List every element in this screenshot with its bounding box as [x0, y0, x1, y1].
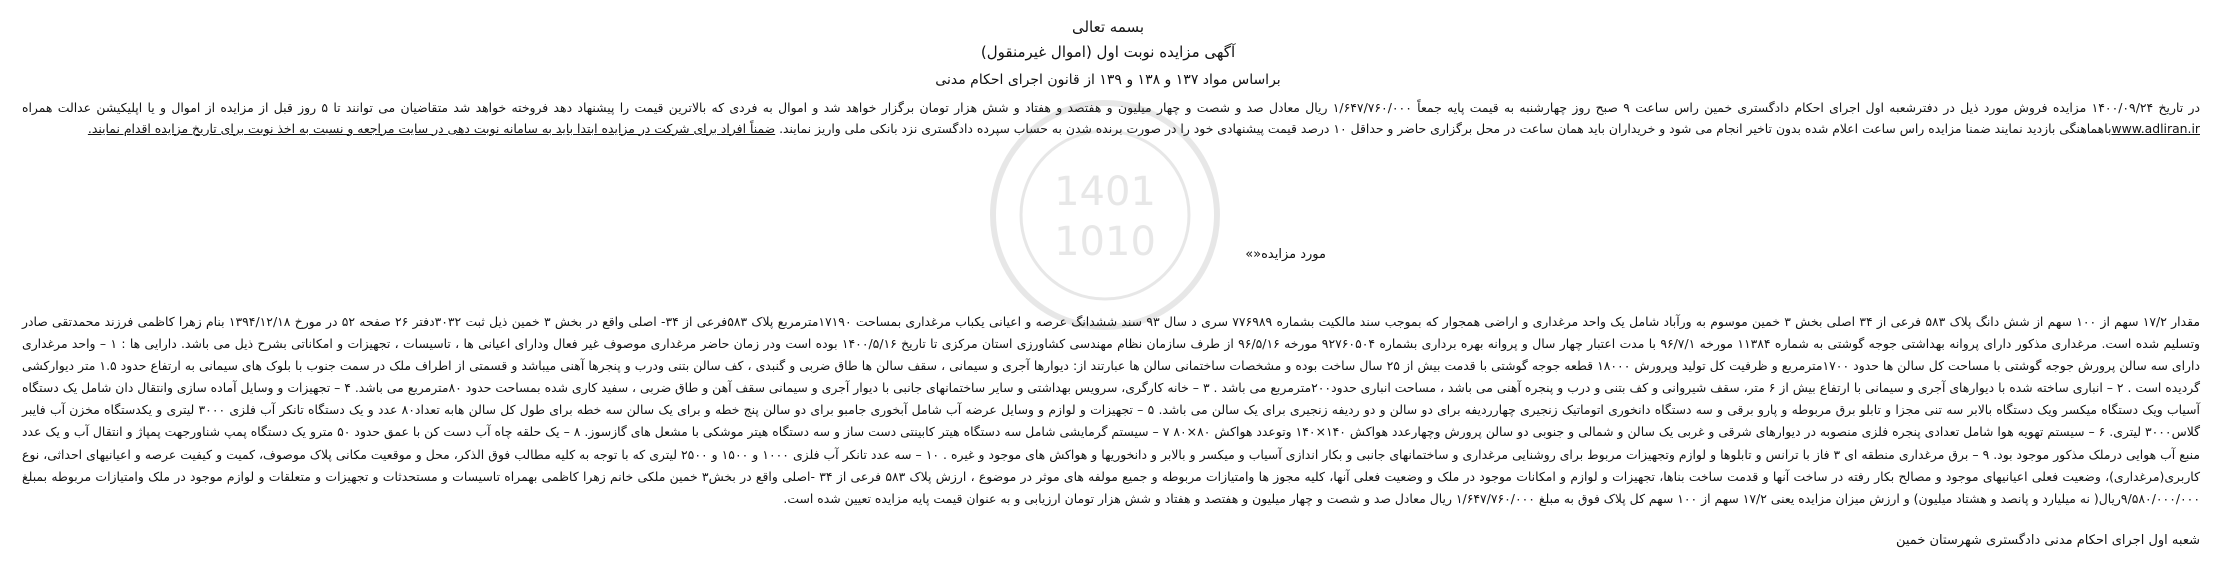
svg-text:1401: 1401	[1054, 169, 1156, 215]
adliran-website-link[interactable]: www.adliran.ir	[2111, 120, 2200, 136]
intro-text-part1: در تاریخ ۱۴۰۰/۰۹/۲۴ مزایده فروش مورد ذیل در دفترشعبه اول اجرای احکام دادگستری خمین راس ساعت ۹ صبح روز چهارشنبه به قیمت پایه جمعاً ۱/۶۴۷/۷۶۰/۰۰۰ ریال معادل صد و شصت و چهار میلیون و هفتصد و هفتاد و شش هزار تومان برگزار خواهد شد و اموال به فردی که بالاترین قیمت را پیشنهاد دهد فروخته خواهد شد متقاضیان می توانند تا ۵ روز قبل از مزایده از اموال و یا اپلیکیشن عدالت همراه	[22, 100, 2200, 115]
property-description: مقدار ۱۷/۲ سهم از ۱۰۰ سهم از شش دانگ پلاک ۵۸۳ فرعی از ۳۴ اصلی بخش ۳ خمین موسوم به ورآباد شامل یک واحد مرغداری و اراضی همجوار که بموجب سند مالکیت بشماره ۷۷۶۹۸۹ سری د سال ۹۳ سند ششدانگ عرصه و اعیانی یکباب مرغداری بمساحت ۱۷۱۹۰مترمربع پلاک ۵۸۳فرعی از ۳۴- اصلی واقع در بخش ۳ خمین ذیل ثبت ۳۰۳۲دفتر ۲۶ صفحه ۵۲ در مورخ ۱۳۹۴/۱۲/۱۸ بنام زهرا کاظمی فرزند محمدتقی صادر وتسلیم شده است. مرغداری مذکور دارای پروانه بهداشتی جوجه گوشتی به شماره ۱۱۳۸۴ مورخه ۹۶/۷/۱ با مدت اعتبار چهار سال و پروانه بهره برداری بشماره ۹۲۷۶۰۵۰۴ مورخه ۹۶/۵/۱۶ از طرف سازمان نظام مهندسی کشاورزی استان مرکزی تا تاریخ ۱۴۰۰/۵/۱۶ بوده است ودر زمان حاضر مرغداری موصوف غیر فعال ودارای اعیانی ها ، تاسیسات ، تجهیزات و امکاناتی بشرح ذیل می باشد. دارایی ها : ۱ – واحد مرغداری دارای سه سالن پرورش جوجه گوشتی با مساحت کل سالن ها حدود ۱۷۰۰مترمربع و ظرفیت کل تولید وپرورش ۱۸۰۰۰ قطعه جوجه گوشتی با قدمت بیش از ۲۵ سال ساخت بوده و مشخصات ساختمانی سالن ها عبارتند از: دیوارها آجری و سیمانی ، سقف سالن ها طاق ضربی و گنبدی ، کف سالن بتنی ودرب و پنجرها آهنی میباشد و قسمتی از اطراف ملک در سمت جنوب با بلوک های سیمانی به ارتفاع حدود ۱.۵ متر دیوارکشی گردیده است . ۲ – انباری ساخته شده با دیوارهای آجری و سیمانی با ارتفاع بیش از ۶ متر، سقف شیروانی و کف بتنی و درب و پنجره آهنی می باشد ، مساحت انباری حدود۲۰۰مترمربع می باشد . ۳ – خانه کارگری، سرویس بهداشتی و سایر ساختمانهای جانبی با دیوار آجری و سیمانی سقف آهن و طاق ضربی ، سفید کاری شده بمساحت حدود ۸۰مترمربع می باشد. ۴ – تجهیزات و وسایل آماده سازی وانتقال دان شامل یک دستگاه آسیاب ویک دستگاه میکسر ویک دستگاه بالابر سه تنی مجزا و تابلو برق مربوطه و پارو برقی و سه دستگاه دانخوری اتوماتیک زنجیری چهارردیفه برای دو سالن و دو ردیفه زنجیری برای یک سالن می باشد. ۵ – تجهیزات و لوازم و وسایل عرضه آب شامل آبخوری جامبو برای دو سالن پنج خطه و برای یک سالن سه خطه برای طول کل سالن هابه تعداد۸۰ عدد و یک دستگاه تانکر آب فلزی ۳۰۰۰ لیتری و یکدستگاه مخزن آب فایبر گلاس۳۰۰۰ لیتری. ۶ – سیستم تهویه هوا شامل تعدادی پنجره فلزی منصوبه در دیوارهای شرقی و غربی یک سالن و شمالی و جنوبی دو سالن پرورش وچهارعدد هواکش ۱۴۰×۱۴۰ وتوعدد هواکش ۸۰×۸۰ ۷ – سیستم گرمایشی شامل سه دستگاه هیتر کابینتی دست ساز و سه دستگاه هیتر موشکی با مشعل های گازسوز. ۸ – یک حلقه چاه آب دست کن با عمق حدود ۵۰ مترو یک دستگاه پمپ شناورجهت پمپاژ و انتقال آب و یک عدد منبع آب هوایی درملک مذکور موجود بود. ۹ – برق مرغداری منطقه ای ۳ فاز با ترانس و تابلوها و لوازم وتجهیزات مربوط برای روشنایی مرغداری و ساختمانهای جانبی و بکار اندازی آسیاب و میکسر و بالابر و دانخوریها و هواکش های موجود و غیره . ۱۰ – سه عدد تانکر آب فلزی ۱۰۰۰ و ۱۵۰۰ و ۲۵۰۰ لیتری که با توجه به کلیه مطالب فوق الذکر، محل و موقعیت مکانی پلاک موصوف، کمیت و کیفیت عرصه و اعیانیهای احداثی، نوع کاربری(مرغداری)، وضعیت فعلی اعیانیهای موجود و مصالح بکار رفته در ساخت آنها و قدمت ساخت بناها، تجهیزات و لوازم و امکانات موجود در ملک و وضعیت فعلی آنها، کلیه مجوز ها وامتیازات مربوطه و جمیع مولفه های موثر در موضوع ، ارزش پلاک ۵۸۳ فرعی از ۳۴ -اصلی واقع در بخش۳ خمین ملکی خانم زهرا کاظمی بهمراه تاسیسات و مستحدثات و تجهیزات و متعلقات و لوازم موجود در ملک وامتیازات مربوطه بمبلغ ۹/۵۸۰/۰۰۰/۰۰۰ریال( نه میلیارد و پانصد و هشتاد میلیون) و ارزش میزان مزایده یعنی ۱۷/۲ سهم از ۱۰۰ سهم کل پلاک فوق به مبلغ ۱/۶۴۷/۷۶۰/۰۰۰ ریال معادل صد و شصت و چهار میلیون و هفتصد و هفتاد و شش هزار تومان ارزیابی و به عنوان قیمت پایه مزایده تعیین شده است.	[22, 314, 2201, 506]
svg-text:1010: 1010	[1054, 219, 1156, 265]
notice-title: آگهی مزایده نوبت اول (اموال غیرمنقول)	[980, 43, 1236, 61]
auction-subject-label: مورد مزایده«»	[1245, 247, 1326, 262]
intro-text-part2: باهماهنگی بازدید نمایند ضمنا مزایده راس ساعت اعلام شده بدون تاخیر انجام می شود و خریداران باید همان ساعت در محل برگزاری حاضر و حداقل ۱۰ درصد قیمت پیشنهادی خود را در صورت برنده شدن به حساب سپرده دادگستری نزد بانکی ملی واریز نمایند.	[775, 120, 2112, 136]
legal-basis-line: براساس مواد ۱۳۷ و ۱۳۸ و ۱۳۹ از قانون اجرای احکام مدنی	[935, 72, 1281, 88]
intro-paragraph	[22, 98, 2200, 139]
issuing-office-signature: شعبه اول اجرای احکام مدنی دادگستری شهرستان خمین	[1895, 533, 2200, 548]
booking-notice: ضمناً افراد برای شرکت در مزایده ابتدا باید به سامانه نوبت دهی در سایت مراجعه و نسبت به اخذ نوبت برای تاریخ مزایده اقدام نمایند.	[87, 120, 776, 136]
bismillah-heading: بسمه تعالی	[1071, 18, 1145, 36]
